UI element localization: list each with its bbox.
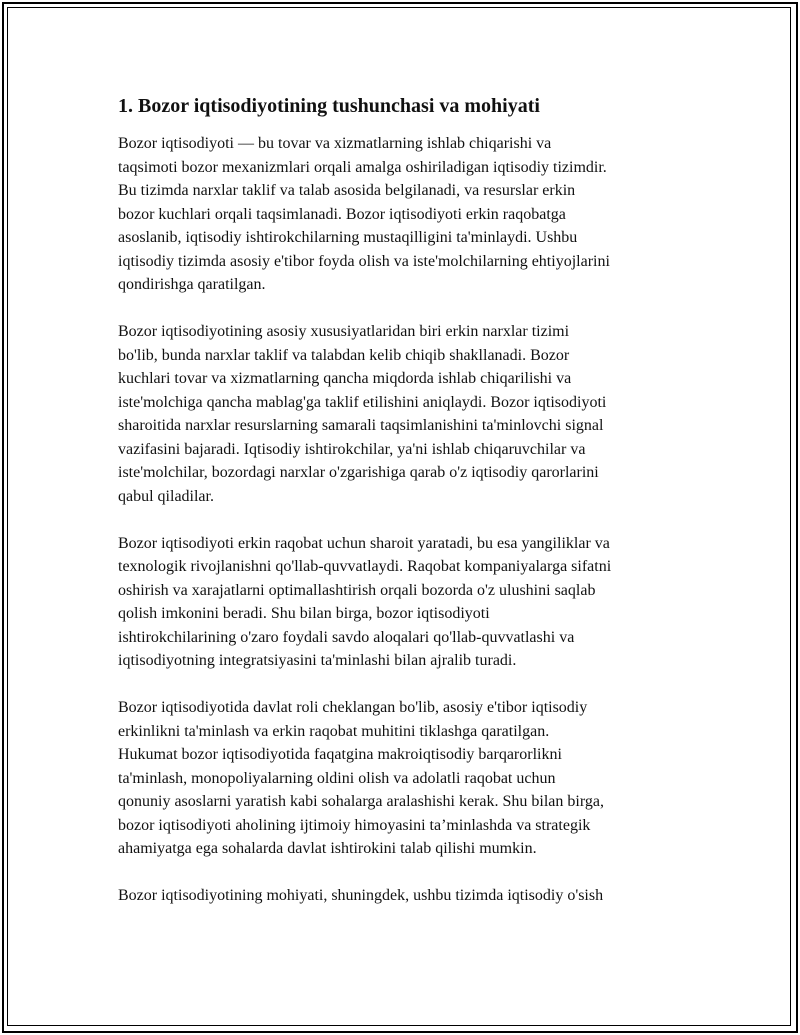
text-line: ahamiyatga ega sohalarda davlat ishtirokini talab qilishi mumkin.: [118, 840, 537, 857]
text-line: texnologik rivojlanishni qo'llab-quvvatlaydi. Raqobat kompaniyalarga sifatni: [118, 558, 612, 575]
text-line: oshirish va xarajatlarni optimallashtirish orqali bozorda o'z ulushini saqlab: [118, 581, 596, 599]
document-body: [118, 93, 698, 931]
text-line: vazifasini bajaradi. Iqtisodiy ishtirokchilar, ya'ni ishlab chiqaruvchilar va: [118, 440, 586, 458]
text-line: Bozor iqtisodiyotida davlat roli cheklangan bo'lib, asosiy e'tibor iqtisodiy: [118, 699, 588, 716]
text-line: iqtisodiy tizimda asosiy e'tibor foyda olish va iste'molchilarning ehtiyojlarini: [118, 252, 610, 270]
text-line: iste'molchilar, bozordagi narxlar o'zgarishiga qarab o'z iqtisodiy qarorlarini: [118, 464, 599, 481]
text-line: erkinlikni ta'minlash va erkin raqobat muhitini tiklashga qaratilgan.: [118, 722, 550, 740]
text-line: iqtisodiyotning integratsiyasini ta'minlashi bilan ajralib turadi.: [118, 652, 517, 669]
text-line: Bozor iqtisodiyotining asosiy xususiyatlaridan biri erkin narxlar tizimi: [118, 323, 570, 340]
text-line: Bu tizimda narxlar taklif va talab asosida belgilanadi, va resurslar erkin: [118, 182, 576, 199]
text-line: qolish imkonini beradi. Shu bilan birga, bozor iqtisodiyoti: [118, 605, 490, 622]
paragraph-5: [118, 884, 698, 908]
paragraph-4: [118, 696, 698, 861]
paragraph-2: [118, 320, 698, 508]
section-heading: 1. Bozor iqtisodiyotining tushunchasi va mohiyati: [118, 95, 540, 117]
text-line: iste'molchiga qancha mablag'ga taklif etilishini aniqlaydi. Bozor iqtisodiyoti: [118, 393, 607, 411]
text-line: sharoitida narxlar resurslarning samarali taqsimlanishini ta'minlovchi signal: [118, 417, 604, 434]
text-line: Bozor iqtisodiyoti — bu tovar va xizmatlarning ishlab chiqarishi va: [118, 135, 552, 152]
paragraph-3: [118, 532, 698, 673]
text-line: Bozor iqtisodiyoti erkin raqobat uchun sharoit yaratadi, bu esa yangiliklar va: [118, 534, 610, 552]
text-line: qondirishga qaratilgan.: [118, 276, 266, 293]
text-line: qabul qiladilar.: [118, 487, 214, 505]
text-line: asoslanib, iqtisodiy ishtirokchilarning mustaqilligini ta'minlaydi. Ushbu: [118, 229, 578, 246]
text-line: bozor kuchlari orqali taqsimlanadi. Bozor iqtisodiyoti erkin raqobatga: [118, 205, 566, 223]
text-line: Bozor iqtisodiyotining mohiyati, shuningdek, ushbu tizimda iqtisodiy o'sish: [118, 887, 604, 904]
text-line: qonuniy asoslarni yaratish kabi sohalarga aralashishi kerak. Shu bilan birga,: [118, 793, 604, 810]
text-line: Hukumat bozor iqtisodiyotida faqatgina makroiqtisodiy barqarorlikni: [118, 746, 562, 763]
text-line: kuchlari tovar va xizmatlarning qancha miqdorda ishlab chiqarilishi va: [118, 370, 572, 387]
text-line: bozor iqtisodiyoti aholining ijtimoiy himoyasini ta’minlashda va strategik: [118, 816, 591, 834]
paragraph-1: [118, 132, 698, 297]
text-line: taqsimoti bozor mexanizmlari orqali amalga oshiriladigan iqtisodiy tizimdir.: [118, 158, 607, 176]
text-line: ta'minlash, monopoliyalarning oldini olish va adolatli raqobat uchun: [118, 769, 556, 787]
text-line: bo'lib, bunda narxlar taklif va talabdan kelib chiqib shakllanadi. Bozor: [118, 346, 570, 364]
text-line: ishtirokchilarining o'zaro foydali savdo aloqalari qo'llab-quvvatlashi va: [118, 628, 575, 646]
